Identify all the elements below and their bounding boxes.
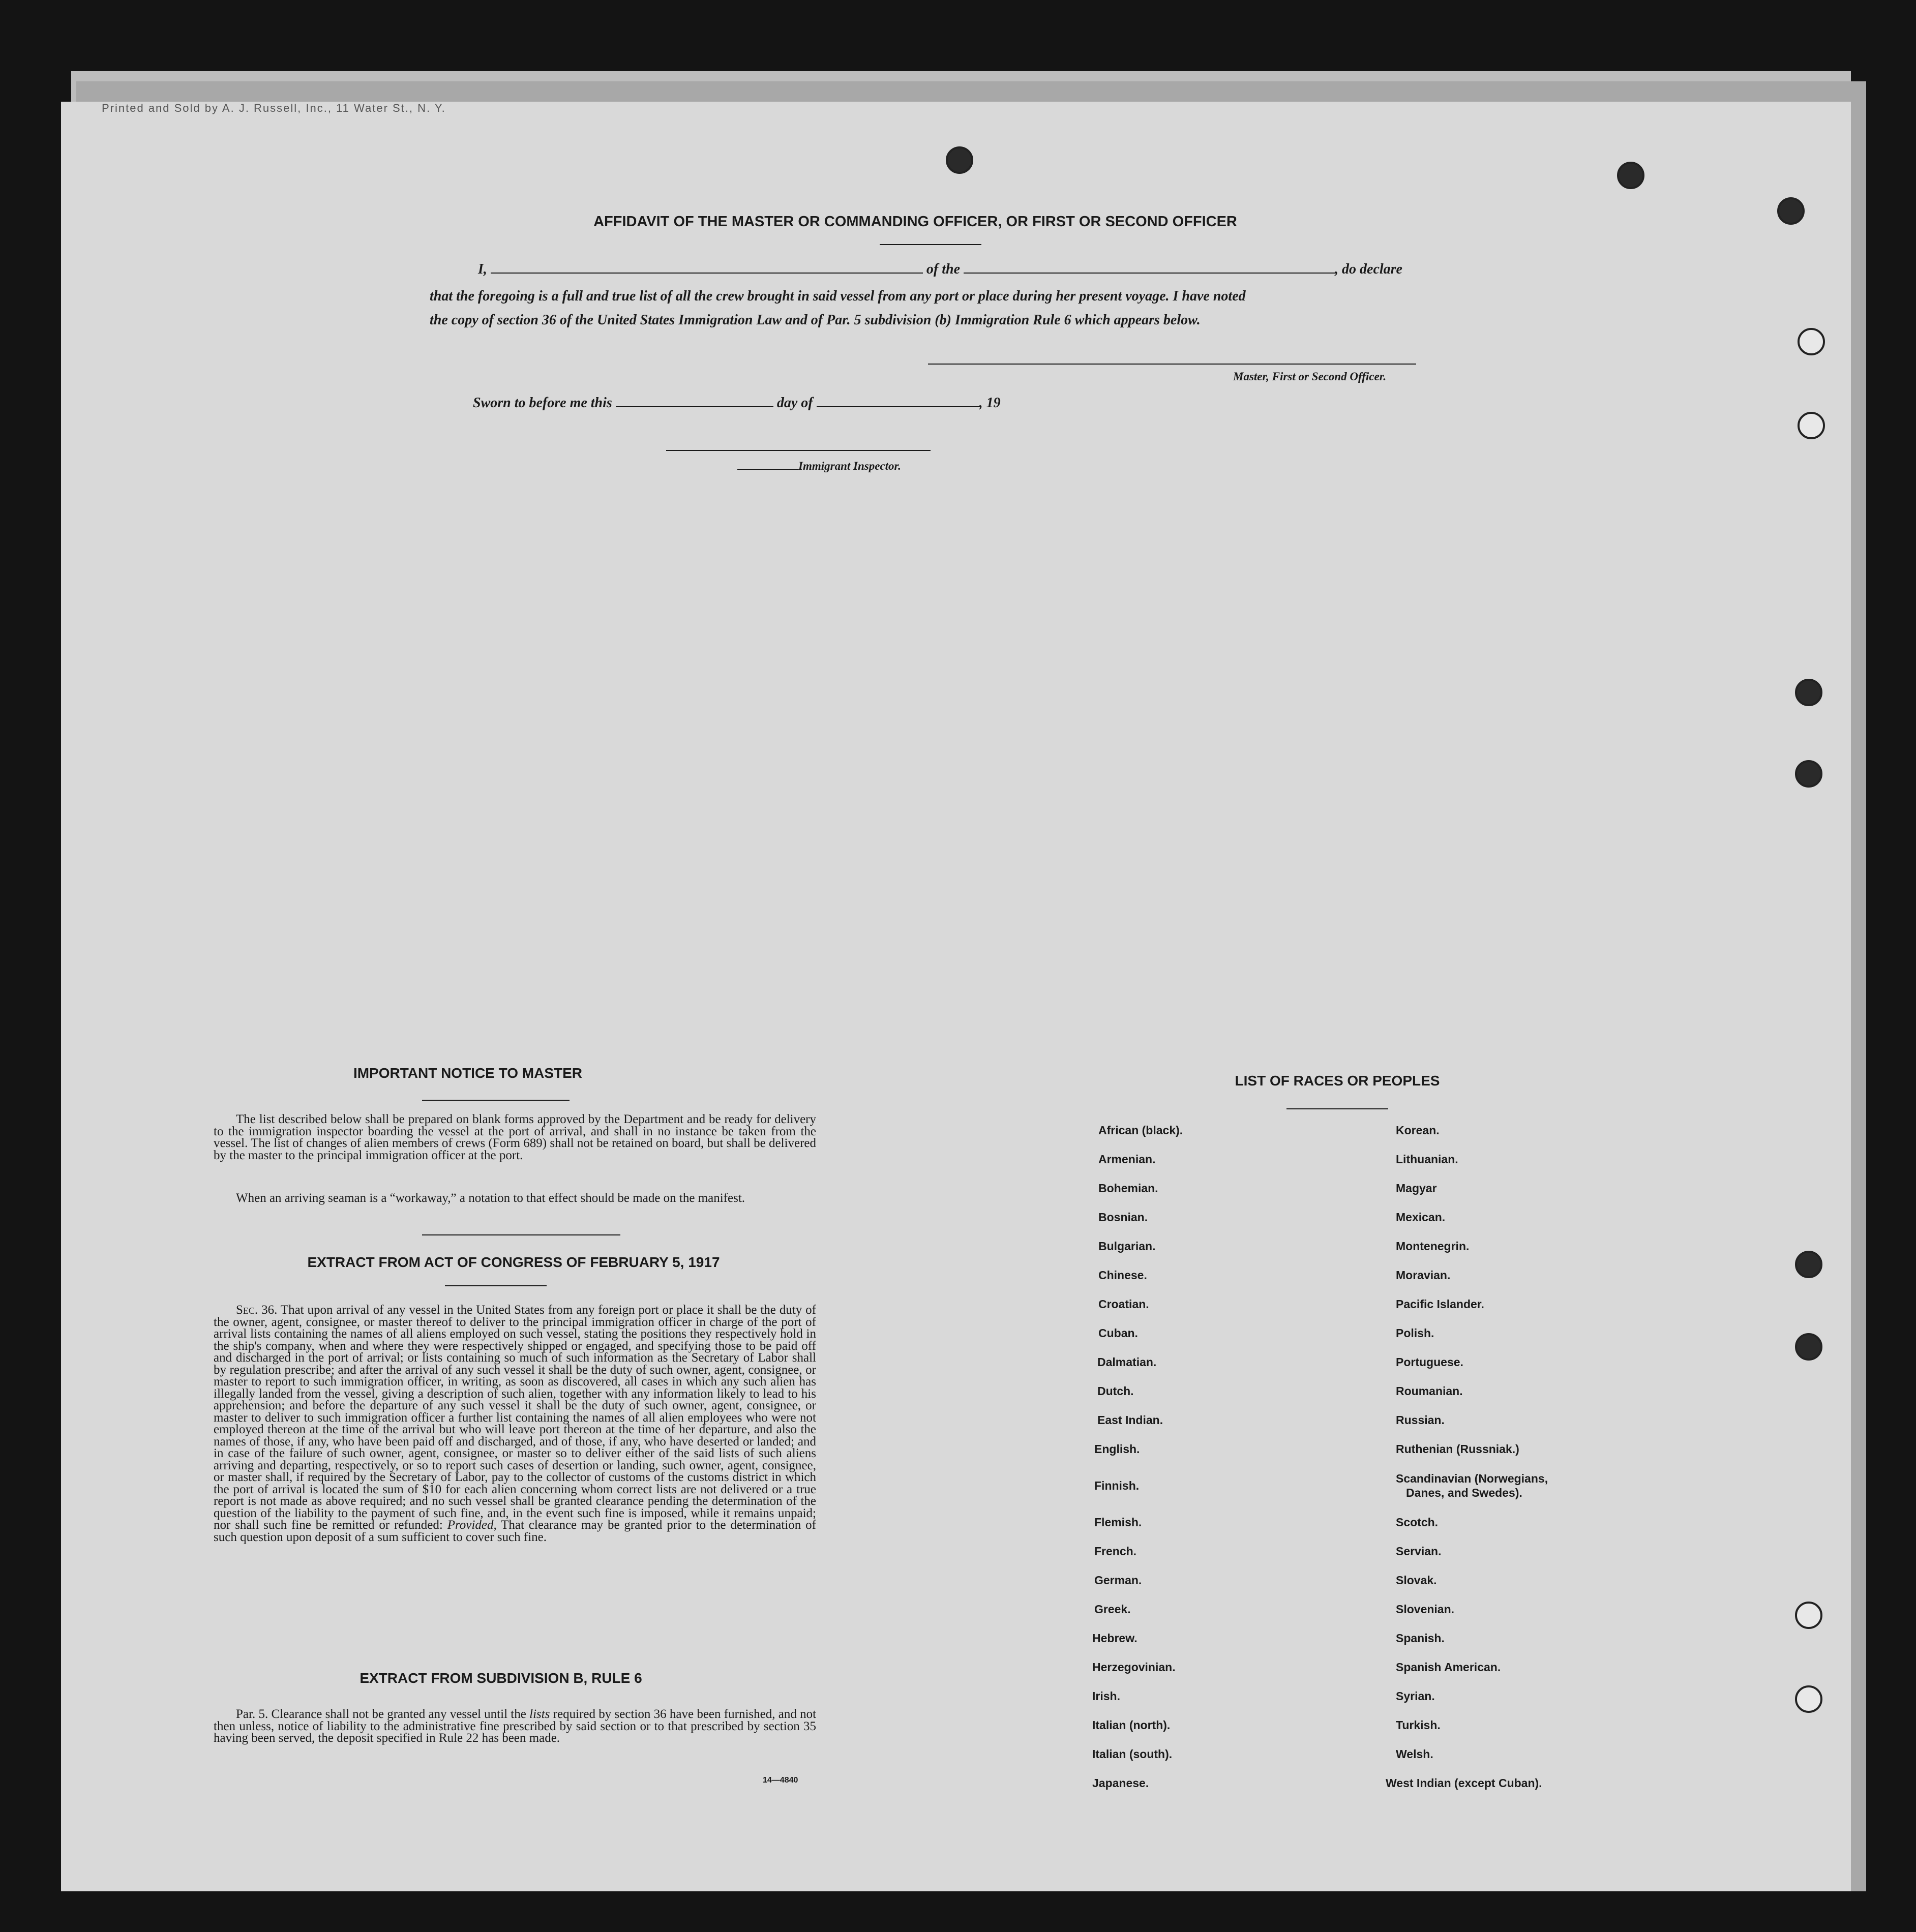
race-item: Lithuanian. [1396,1153,1458,1166]
rule-text-b: required by section 36 have been furnished, and not then unless, notice of liability to the administrative fine prescribed by said section or to that prescribed by section 35 having been served, the deposit specified in Rule 22 has been made. [214,1707,817,1745]
act-body-end: That clearance may be granted prior to the determination of such question upon deposit of a sum sufficient to cover such fine. [214,1518,816,1544]
inspector-signature-line[interactable] [666,450,931,451]
punch-hole-icon [1795,760,1822,788]
race-item: Spanish. [1396,1632,1445,1645]
affidavit-title: AFFIDAVIT OF THE MASTER OR COMMANDING OFFICER, OR FIRST OR SECOND OFFICER [593,214,1237,230]
race-item: Mexican. [1396,1211,1446,1224]
signature-label: Master, First or Second Officer. [1233,370,1387,383]
lists-word: lists [529,1707,550,1721]
races-title: LIST OF RACES OR PEOPLES [1235,1073,1440,1089]
notice-paragraph-1-text: The list described below shall be prepared on blank forms approved by the Department and be ready for delivery to the immigration inspector boarding the vessel at the port of arrival, and shall in no instance be taken from the vessel. The list of changes of alien members of crews (Form 689) shall not be retained on board, but shall be delivered by the master to the principal immigration officer at the port. [214,1112,816,1162]
race-item: Pacific Islander. [1396,1297,1484,1311]
punch-hole-icon [946,146,973,174]
race-item: Russian. [1396,1413,1445,1427]
race-item: English. [1094,1442,1140,1456]
race-item: Dalmatian. [1097,1355,1157,1369]
punch-hole-icon [1795,1602,1822,1629]
punch-hole-icon [1617,162,1644,189]
inspector-text: Immigrant Inspector. [798,460,901,472]
provided-label: Provided, [447,1518,497,1532]
name-field[interactable] [491,260,923,274]
race-item: Italian (north). [1092,1718,1171,1732]
printer-line: Printed and Sold by A. J. Russell, Inc., 11 Water St., N. Y. [102,102,446,114]
affidavit-i: I, [478,261,487,277]
notice-paragraph-2 [214,1192,816,1204]
race-item: Croatian. [1098,1297,1149,1311]
race-item: French. [1094,1545,1137,1558]
notice-divider [422,1100,570,1101]
title-divider [880,244,981,245]
race-item: Scandinavian (Norwegians, [1396,1472,1548,1485]
notice-paragraph-1 [214,1113,816,1161]
act-extract-text [214,1304,816,1543]
sworn-month-field[interactable] [817,394,979,407]
race-item: Polish. [1396,1326,1434,1340]
race-item: Roumanian. [1396,1384,1463,1398]
sworn-year: , 19 [979,395,1001,411]
act-extract-title: EXTRACT FROM ACT OF CONGRESS OF FEBRUARY 5, 1917 [307,1254,720,1270]
punch-hole-icon [1795,679,1822,706]
race-item: Scotch. [1396,1516,1439,1529]
race-item: Portuguese. [1396,1355,1463,1369]
race-item: Slovak. [1396,1574,1437,1587]
signature-line[interactable] [928,364,1416,365]
races-divider [1286,1108,1388,1109]
notice-paragraph-2-text: When an arriving seaman is a “workaway,” a notation to that effect should be made on the manifest. [236,1191,745,1205]
race-item: Flemish. [1094,1516,1142,1529]
punch-hole-icon [1798,328,1825,355]
sworn-day-field[interactable] [616,394,773,407]
affidavit-line-2: that the foregoing is a full and true list of all the crew brought in said vessel from any port or place during her present voyage. I have noted [430,288,1246,304]
document-page [61,102,1851,1891]
race-item: Korean. [1396,1124,1440,1137]
race-item: Chinese. [1098,1269,1147,1282]
race-item: Servian. [1396,1545,1442,1558]
punch-hole-icon [1795,1685,1822,1713]
act-body: That upon arrival of any vessel in the United States from any foreign port or place it shall be the duty of the owner, agent, consignee, or master thereof to deliver to the principal immigration officer in charge of the port of arrival lists containing the names of all aliens employed on such vessel, stating the positions they respectively hold in the ship's company, when and where they were respectively shipped or engaged, and specifying those to be paid off and discharged in the port of arrival; or lists containing so much of such information as the Secretary of Labor shall by regulation prescribe; and after the arrival of any such vessel it shall be the duty of such owner, agent, consignee, or master to report to such immigration officer, in writing, as soon as discovered, all cases in which any such alien has illegally landed from the vessel, giving a description of such alien, together with any information likely to lead to his apprehension; and before the departure of any such vessel it shall be the duty of such owner, agent, consignee, or master to deliver to such immigration officer a further list containing the names of all alien employees who were not employed thereon at the time of the arrival but who will leave port thereon at the time of her departure, and also the names of those, if any, who have been paid off and discharged, and of those, if any, who have deserted or landed; and in case of the failure of such owner, agent, consignee, or master so to deliver either of the said lists of such aliens arriving and departing, respectively, or so to report such cases of desertion or landing, such owner, agent, consignee, or master shall, if required by the Secretary of Labor, pay to the collector of customs of the customs district in which the port of arrival is located the sum of $10 for each alien concerning whom correct lists are not delivered or a true report is not made as above required; and no such vessel shall be granted clearance pending the determination of the question of the liability to the payment of such fine, and, in the event such fine is imposed, while it remains unpaid; nor shall such fine be remitted or refunded: [214,1303,817,1532]
affidavit-of-the: of the [926,261,961,277]
race-item: Bulgarian. [1098,1240,1156,1253]
sworn-line [473,394,1001,411]
race-item: Bohemian. [1098,1182,1158,1195]
race-item: Irish. [1092,1689,1120,1703]
sworn-day-of: day of [776,395,813,411]
race-item: Greek. [1094,1603,1131,1616]
vessel-field[interactable] [964,260,1335,274]
sec-label: Sec. 36. [236,1303,278,1317]
race-item: Montenegrin. [1396,1240,1470,1253]
sworn-prefix: Sworn to before me this [473,395,612,411]
race-item: Turkish. [1396,1718,1441,1732]
rule-text-a: Par. 5. Clearance shall not be granted any vessel until the [236,1707,526,1721]
race-item: West Indian (except Cuban). [1386,1776,1542,1790]
race-item: Finnish. [1094,1479,1140,1492]
race-item: Herzegovinian. [1092,1661,1176,1674]
race-item: Hebrew. [1092,1632,1137,1645]
race-item: Ruthenian (Russniak.) [1396,1442,1519,1456]
race-item: Welsh. [1396,1747,1433,1761]
rule-extract-title: EXTRACT FROM SUBDIVISION B, RULE 6 [360,1670,642,1686]
inspector-label [737,460,901,473]
race-item: Syrian. [1396,1689,1435,1703]
race-item: Moravian. [1396,1269,1451,1282]
race-item: East Indian. [1097,1413,1163,1427]
notice-title: IMPORTANT NOTICE TO MASTER [353,1065,583,1081]
punch-hole-icon [1777,197,1805,225]
race-item: Armenian. [1098,1153,1156,1166]
race-item: Slovenian. [1396,1603,1455,1616]
affidavit-line-1 [478,260,1402,278]
form-code: 14—4840 [763,1776,798,1785]
race-item: Cuban. [1098,1326,1138,1340]
race-item: German. [1094,1574,1142,1587]
punch-hole-icon [1795,1251,1822,1278]
punch-hole-icon [1798,412,1825,439]
rule-extract-text [214,1708,816,1744]
race-item: African (black). [1098,1124,1183,1137]
race-item: Italian (south). [1092,1747,1173,1761]
race-item-continuation: Danes, and Swedes). [1406,1486,1522,1499]
race-item: Japanese. [1092,1776,1149,1790]
race-item: Bosnian. [1098,1211,1148,1224]
punch-hole-icon [1795,1333,1822,1361]
affidavit-line-3: the copy of section 36 of the United States Immigration Law and of Par. 5 subdivision (b) Immigration Rule 6 which appears below. [430,312,1201,328]
race-item: Dutch. [1097,1384,1134,1398]
act-divider [445,1285,547,1286]
notice-divider-2 [422,1234,620,1235]
affidavit-declare: , do declare [1335,261,1402,277]
inspector-underline [737,460,798,470]
race-item: Magyar [1396,1182,1437,1195]
race-item: Spanish American. [1396,1661,1501,1674]
